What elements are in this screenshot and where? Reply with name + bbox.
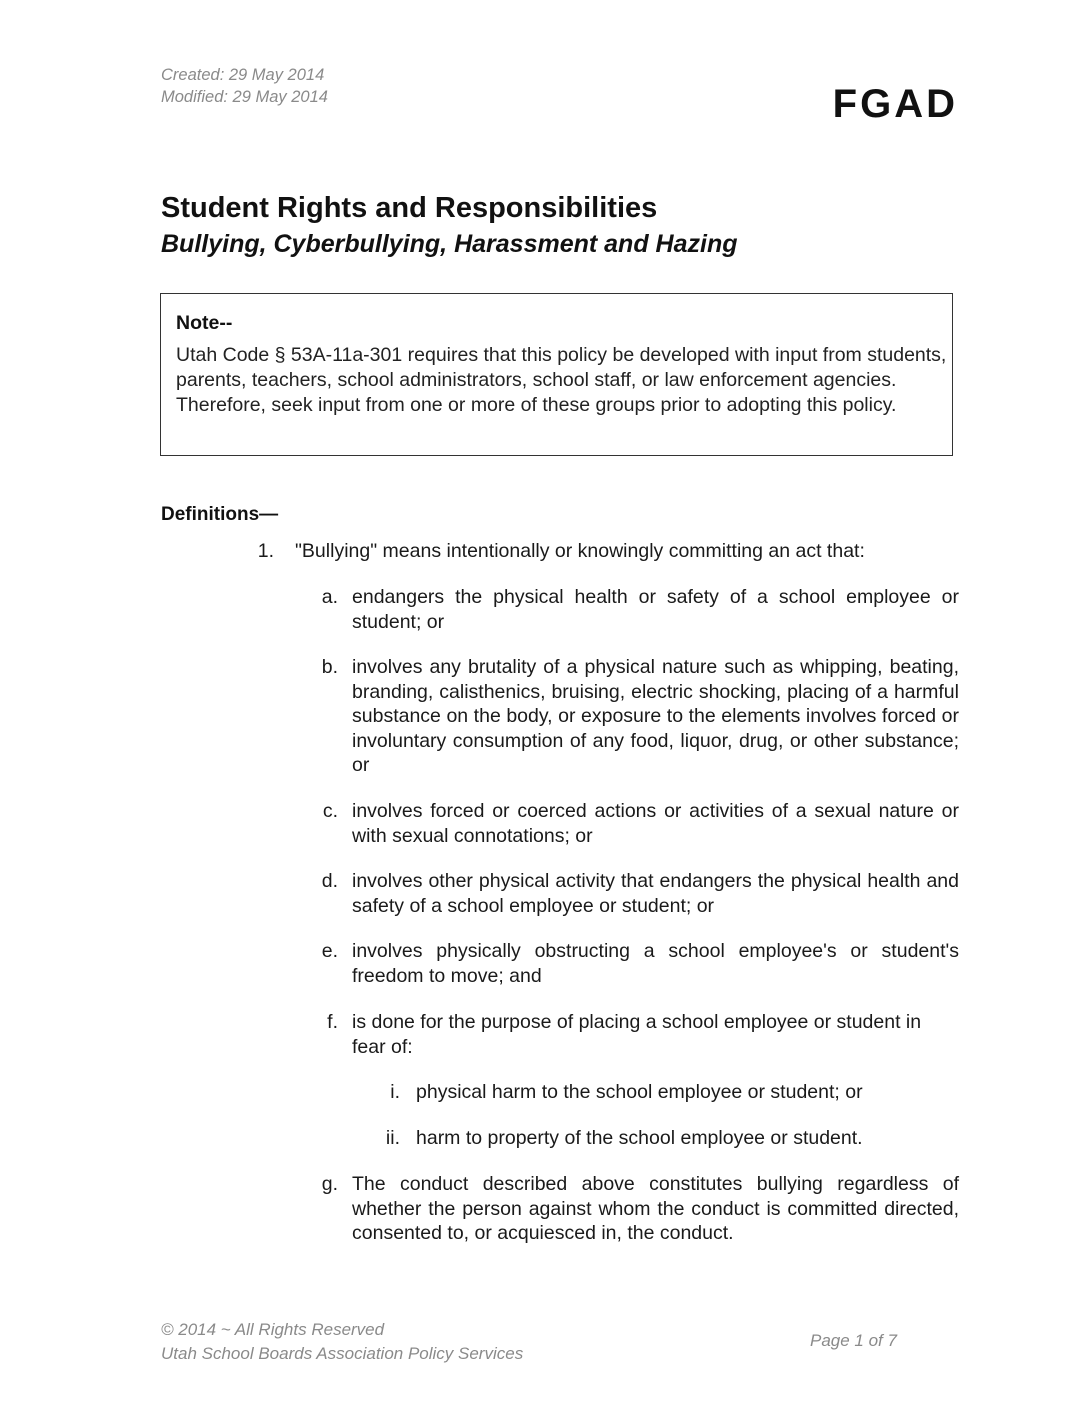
page-subtitle: Bullying, Cyberbullying, Harassment and Hazing bbox=[161, 230, 738, 258]
sub-item-d-text: involves other physical activity that endangers the physical health and safety of a school employee or student; or bbox=[352, 870, 959, 917]
footer-publisher: Utah School Boards Association Policy Services bbox=[161, 1344, 524, 1363]
sub-item-a-text: endangers the physical health or safety of a school employee or student; or bbox=[352, 586, 959, 633]
sub-item-b-label: b. bbox=[321, 656, 338, 678]
sub-item-g-label: g. bbox=[321, 1173, 338, 1195]
note-body: Utah Code § 53A-11a-301 requires that this policy be developed with input from students, parents, teachers, school administrators, school staff, or law enforcement agencies. Therefore, seek input from one or more of these groups prior to adopting this policy. bbox=[176, 344, 947, 416]
sub-item-c-label: c. bbox=[322, 800, 338, 822]
roman-item-ii-text: harm to property of the school employee or student. bbox=[416, 1127, 863, 1149]
sub-item-d-label: d. bbox=[321, 870, 338, 892]
sub-item-g-text: The conduct described above constitutes bullying regardless of whether the person against whom the conduct is committed directed, consented to, or acquiesced in, the conduct. bbox=[352, 1173, 959, 1244]
footer-page-number: Page 1 of 7 bbox=[810, 1331, 897, 1350]
definitions-heading: Definitions— bbox=[161, 504, 279, 525]
note-box bbox=[160, 293, 953, 456]
created-date: Created: 29 May 2014 bbox=[161, 66, 325, 84]
sub-item-b-text: involves any brutality of a physical nature such as whipping, beating, branding, calisthenics, bruising, electric shocking, placing of a harmful substance on the body, or exposure to the elements involves forced or involuntary consumption of any food, liquor, drug, or other substance; or bbox=[352, 656, 959, 776]
modified-date: Modified: 29 May 2014 bbox=[161, 88, 328, 106]
item-1-label: 1. bbox=[257, 540, 274, 562]
sub-item-e-text: involves physically obstructing a school employee's or student's freedom to move; and bbox=[352, 940, 959, 987]
sub-item-c-text: involves forced or coerced actions or activities of a sexual nature or with sexual connotations; or bbox=[352, 800, 959, 847]
sub-item-a-label: a. bbox=[321, 586, 338, 608]
document-meta bbox=[161, 64, 328, 108]
note-heading: Note-- bbox=[176, 312, 233, 334]
sub-item-f-text: is done for the purpose of placing a school employee or student in fear of: bbox=[352, 1011, 922, 1058]
roman-item-i-text: physical harm to the school employee or student; or bbox=[416, 1081, 863, 1103]
roman-item-i-label: i. bbox=[390, 1081, 400, 1103]
policy-code: FGAD bbox=[832, 82, 958, 126]
footer-left bbox=[161, 1318, 523, 1366]
roman-item-ii-label: ii. bbox=[385, 1127, 400, 1149]
footer-copyright: © 2014 ~ All Rights Reserved bbox=[161, 1320, 385, 1339]
sub-item-e-label: e. bbox=[321, 940, 338, 962]
page-title: Student Rights and Responsibilities bbox=[161, 192, 658, 224]
sub-item-f-label: f. bbox=[327, 1011, 338, 1033]
item-1-text: "Bullying" means intentionally or knowingly committing an act that: bbox=[295, 540, 865, 562]
